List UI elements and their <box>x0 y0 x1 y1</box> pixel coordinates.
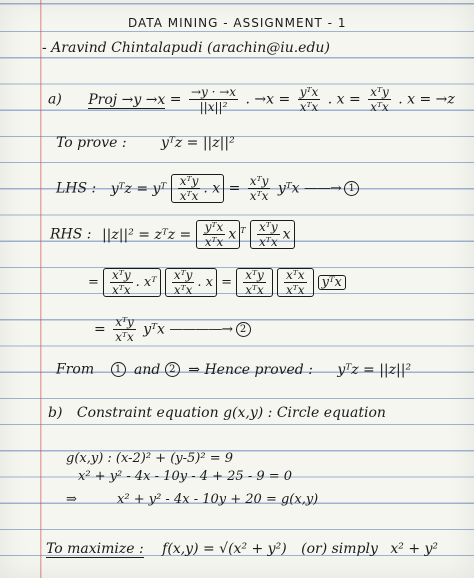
lhs-line: LHS : yᵀz = yᵀ $\frac{\text{xᵀy}}{\text{xᵀx}}$ . x = $\frac{\text{xᵀy}}{\text{xᵀx}}$ yᵀx ——→ 1 <box>56 174 359 203</box>
lhs-start: yᵀz = yᵀ <box>110 180 167 197</box>
rhs-bracket-1: $\frac{\text{yᵀx}}{\text{xᵀx}}$ x <box>196 220 241 249</box>
rhs-line <box>50 220 295 249</box>
hence-text: ⇒ Hence proved : <box>188 361 313 378</box>
hence-expr: yᵀz = ||z||² <box>337 361 412 378</box>
maximize-line <box>46 542 438 556</box>
conclusion-marker-1: 1 <box>111 362 126 377</box>
constraint-text: Constraint equation g(x,y) : Circle equation <box>76 405 386 421</box>
simplify-bracket-1: $\frac{\text{xᵀy}}{\text{xᵀx}}$ . xᵀ <box>103 268 161 297</box>
g-line-2: x² + y² - 4x - 10y - 4 + 25 - 9 = 0 <box>78 469 293 484</box>
conclusion-line <box>56 362 411 377</box>
author-line: - Aravind Chintalapudi (arachin@iu.edu) <box>42 40 330 56</box>
rhs-start: ||z||² = zᵀz = <box>101 226 192 243</box>
simplify-bracket-3: $\frac{\text{xᵀy}}{\text{xᵀx}}$ <box>236 268 273 297</box>
maximize-label: To maximize : <box>46 541 144 557</box>
final-line: = $\frac{\text{xᵀy}}{\text{xᵀx}}$ yᵀx ————→ 2 <box>94 316 251 343</box>
to-prove-label: To prove : <box>56 135 127 151</box>
final-frac: $\frac{\text{xᵀy}}{\text{xᵀx}}$ <box>115 315 134 344</box>
from-text: From <box>56 361 95 378</box>
lhs-equals: = <box>228 180 241 197</box>
lhs-bracket: $\frac{\text{xᵀy}}{\text{xᵀx}}$ . x <box>171 174 224 203</box>
g-line-3 <box>66 493 318 506</box>
part-b-label: b) <box>48 405 63 421</box>
to-prove-expr: yᵀz = ||z||² <box>161 135 235 151</box>
rhs-transpose: T <box>240 225 246 235</box>
marker-1: 1 <box>344 181 359 196</box>
projection-line: a) Proj →y →x = $\frac{\to y \cdot \to x}{\text{||x||²}}$ . →x = $\frac{\text{yᵀx}}{\text{xᵀx}}$ . x = $\frac{\text{xᵀy}}{\text{xᵀx}}$ . x = →z <box>48 85 455 114</box>
proj-frac-3-tail: . x = →z <box>398 91 455 108</box>
assignment-title: DATA MINING - ASSIGNMENT - 1 <box>128 16 347 30</box>
constraint-line <box>48 406 386 420</box>
g-line-1: g(x,y) : (x-2)² + (y-5)² = 9 <box>66 451 233 466</box>
simplify-bracket-4: $\frac{\text{xᵀx}}{\text{xᵀx}}$ <box>277 268 314 297</box>
marker-2: 2 <box>236 322 251 337</box>
and-text: and <box>134 361 161 378</box>
lhs-end: yᵀx <box>277 180 300 197</box>
or-simply-text: (or) simply <box>301 541 378 557</box>
proj-frac-1: $\frac{\to y \cdot \to x}{\text{||x||²}}$ <box>190 85 237 114</box>
rhs-bracket-2: $\frac{\text{xᵀy}}{\text{xᵀx}}$ x <box>250 220 295 249</box>
simplify-line: = $\frac{\text{xᵀy}}{\text{xᵀx}}$ . xᵀ $\frac{\text{xᵀy}}{\text{xᵀx}}$ . x = $\frac{\text{xᵀy}}{\text{xᵀx}}$ $\frac{\text{xᵀx}}{\text{xᵀx}}$ yᵀx <box>88 268 346 297</box>
proj-frac-2-tail: . x = <box>327 91 361 108</box>
simplify-bracket-2: $\frac{\text{xᵀy}}{\text{xᵀx}}$ . x <box>165 268 217 297</box>
g-line-3-expr: x² + y² - 4x - 10y + 20 = g(x,y) <box>117 492 319 507</box>
proj-frac-1-tail: . →x <box>245 91 275 108</box>
proj-frac-2: $\frac{\text{yᵀx}}{\text{xᵀx}}$ <box>299 85 319 114</box>
final-tail: yᵀx <box>143 321 165 338</box>
simplify-bracket-5: yᵀx <box>318 275 346 290</box>
lhs-frac: $\frac{\text{xᵀy}}{\text{xᵀx}}$ <box>249 174 269 203</box>
to-prove-line <box>56 136 235 150</box>
proj-lhs: Proj →y →x <box>88 91 166 108</box>
rhs-label: RHS : <box>50 226 92 243</box>
simple-expr: x² + y² <box>390 541 439 557</box>
maximize-expr: f(x,y) = √(x² + y²) <box>162 541 287 557</box>
conclusion-marker-2: 2 <box>165 362 180 377</box>
proj-frac-3: $\frac{\text{xᵀy}}{\text{xᵀx}}$ <box>370 85 389 114</box>
part-a-label: a) <box>48 91 62 108</box>
lhs-label: LHS : <box>56 180 97 197</box>
implies-arrow: ⇒ <box>66 492 77 507</box>
